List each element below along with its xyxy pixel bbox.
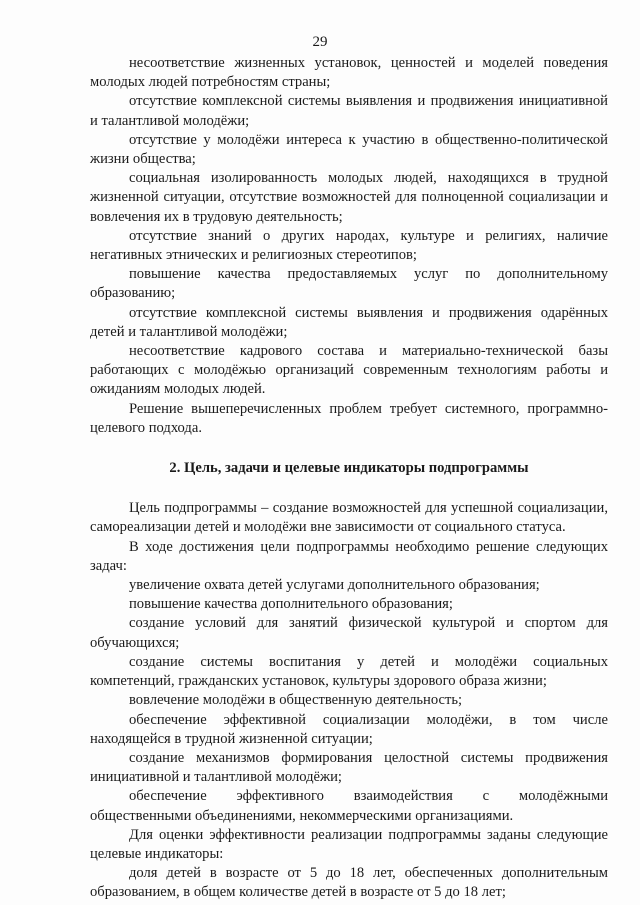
list-item: увеличение охвата детей услугами дополнительного образования; <box>129 577 540 594</box>
section-heading: 2. Цель, задачи и целевые индикаторы подпрограммы <box>169 460 529 477</box>
paragraph: Для оценки эффективности реализации подпрограммы заданы следующие целевые индикаторы: <box>90 826 608 862</box>
paragraph: Решение вышеперечисленных проблем требует системного, программно-целевого подхода. <box>90 400 608 436</box>
paragraph: повышение качества предоставляемых услуг по дополнительному образованию; <box>90 266 608 302</box>
paragraph: несоответствие кадрового состава и материально-технической базы работающих с молодёжью организаций современным технологиям работы и ожиданиям молодых людей. <box>90 343 608 398</box>
paragraph: отсутствие комплексной системы выявления и продвижения одарённых детей и талантливой молодёжи; <box>90 304 608 340</box>
paragraph: В ходе достижения цели подпрограммы необходимо решение следующих задач: <box>90 538 608 574</box>
paragraph: отсутствие знаний о других народах, культуре и религиях, наличие негативных этнических и религиозных стереотипов; <box>90 227 608 264</box>
paragraph: несоответствие жизненных установок, ценностей и моделей поведения молодых людей потребностям страны; <box>90 55 608 91</box>
list-item: обеспечение эффективного взаимодействия с молодёжными общественными объединениями, некоммерческими организациями. <box>90 788 608 824</box>
page-number: 29 <box>312 34 328 50</box>
list-item: создание механизмов формирования целостной системы продвижения инициативной и талантливой молодёжи; <box>90 749 608 786</box>
list-item: вовлечение молодёжи в общественную деятельность; <box>129 692 463 709</box>
paragraph: социальная изолированность молодых людей, находящихся в трудной жизненной ситуации, отсутствие возможностей для полноценной социализации и вовлечения их в трудовую деятельность; <box>90 170 608 225</box>
paragraph: отсутствие у молодёжи интереса к участию в общественно-политической жизни общества; <box>90 131 608 168</box>
list-item: создание системы воспитания у детей и молодёжи социальных компетенций, гражданских установок, культуры здорового образа жизни; <box>90 653 608 690</box>
list-item: повышение качества дополнительного образования; <box>129 596 453 613</box>
list-item: доля детей в возрасте от 5 до 18 лет, обеспеченных дополнительным образованием, в общем количестве детей в возрасте от 5 до 18 лет; <box>90 865 608 901</box>
paragraph: отсутствие комплексной системы выявления и продвижения инициативной и талантливой молодёжи; <box>90 93 608 129</box>
paragraph: Цель подпрограммы – создание возможностей для успешной социализации, самореализации детей и молодёжи вне зависимости от социального статуса. <box>90 500 608 536</box>
document-body <box>90 54 608 903</box>
list-item: создание условий для занятий физической культурой и спортом для обучающихся; <box>90 615 608 651</box>
list-item: обеспечение эффективной социализации молодёжи, в том числе находящейся в трудной жизненной ситуации; <box>90 711 608 747</box>
